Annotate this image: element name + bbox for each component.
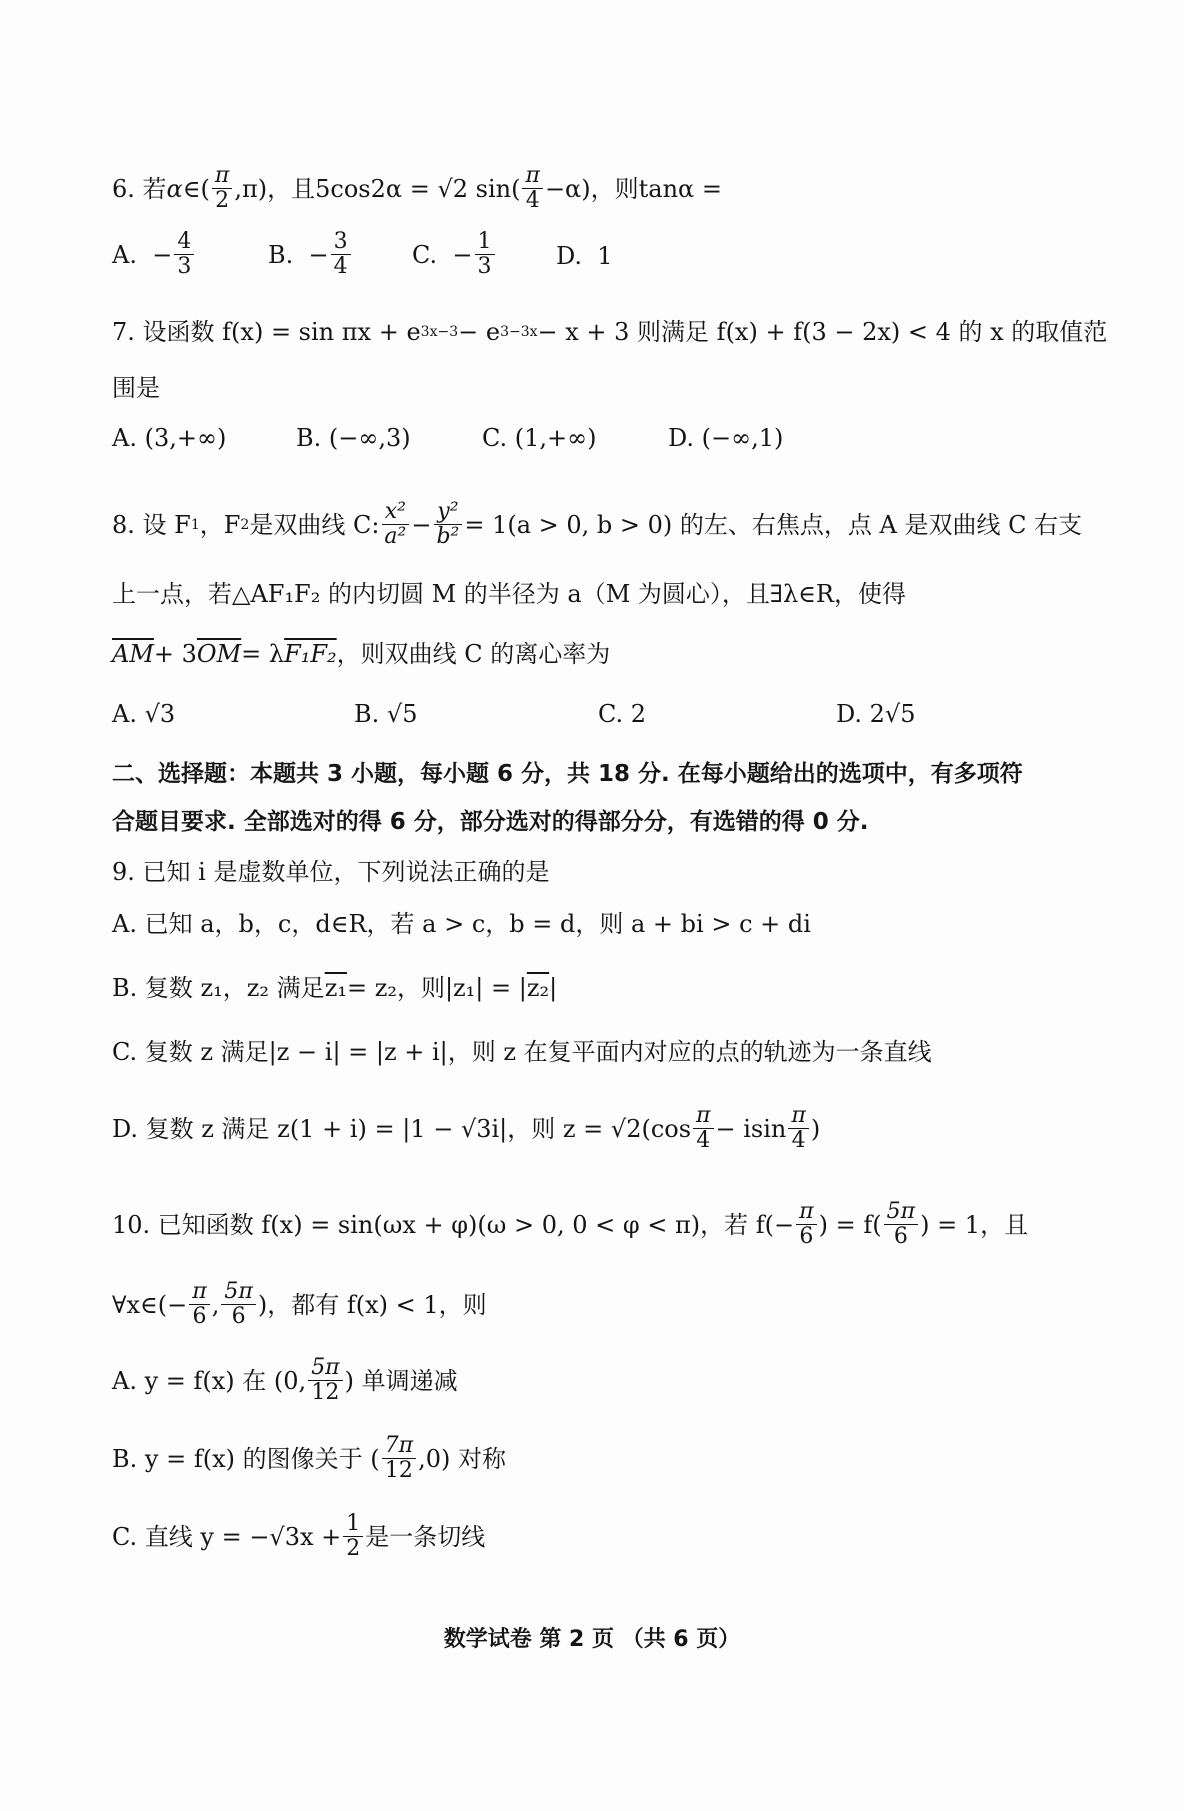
- question-10-line2: [112, 1280, 1072, 1329]
- text-fragment: 是一条切线: [365, 1522, 486, 1551]
- page-footer: 数学试卷 第 2 页 （共 6 页）: [443, 1627, 741, 1652]
- q7-text: 设函数 f(x) = sin πx + e: [142, 318, 421, 346]
- q9-option-c: [112, 1036, 1072, 1068]
- text-fragment: ,0) 对称: [418, 1444, 506, 1473]
- text-fragment: = λ: [241, 640, 285, 668]
- text-fragment: A. y = f(x) 在 (0,: [112, 1366, 307, 1395]
- text-fragment: π: [796, 1200, 816, 1225]
- text-fragment: A.: [112, 240, 137, 269]
- text-fragment: π: [522, 164, 542, 189]
- text-fragment: 设 F: [142, 510, 191, 539]
- text-fragment: A. 已知 a，b，c，d∈R，若 a > c，b = d，则 a + bi > c + di: [112, 910, 811, 938]
- fraction: [382, 1434, 416, 1483]
- question-10: [112, 1200, 1072, 1249]
- text-fragment: + 3: [153, 640, 197, 668]
- text-fragment: = 1(a > 0, b > 0) 的左、右焦点，点 A 是双曲线 C 右支: [464, 510, 1083, 539]
- fraction: [308, 1356, 342, 1405]
- question-9: [112, 856, 1072, 888]
- fraction: [381, 500, 409, 549]
- text-fragment: C.: [412, 240, 438, 269]
- text-fragment: 是双曲线 C:: [249, 510, 380, 539]
- q9-option-b: [112, 972, 1072, 1004]
- q10-option-c: [112, 1512, 1072, 1561]
- q7-text: 围是: [112, 374, 160, 402]
- fraction: [174, 230, 194, 279]
- text-fragment: B. √5: [354, 700, 418, 728]
- q6-interval-end: ,π): [234, 174, 268, 203]
- q6-text: ，则: [590, 174, 639, 203]
- text-fragment: = z₂，则|z₁| = |: [346, 974, 527, 1002]
- text-fragment: 4: [333, 254, 348, 279]
- question-8-line3: [112, 638, 1072, 670]
- text-fragment: y²: [434, 500, 461, 525]
- q9-option-d: [112, 1104, 1072, 1153]
- q8-option-a: [112, 700, 175, 728]
- q8-option-b: [354, 700, 417, 728]
- text-fragment: −: [308, 240, 329, 269]
- text-fragment: z₁: [324, 974, 347, 1002]
- fraction: [796, 1200, 816, 1249]
- text-fragment: 3: [331, 230, 351, 255]
- fraction: [343, 1512, 363, 1561]
- text-fragment: −: [411, 510, 432, 539]
- text-fragment: )，都有 f(x) < 1，则: [257, 1290, 487, 1319]
- text-fragment: 合题目要求. 全部选对的得 6 分，部分选对的得部分分，有选错的得 0 分.: [112, 809, 869, 835]
- text-fragment: −: [152, 240, 173, 269]
- text-fragment: π: [693, 1104, 713, 1129]
- text-fragment: π: [788, 1104, 808, 1129]
- text-fragment: 2: [346, 1536, 361, 1561]
- q7-option-b: [296, 424, 411, 452]
- text-fragment: 5π: [221, 1280, 255, 1305]
- q6-in: ∈(: [182, 174, 210, 203]
- fraction: [433, 500, 462, 549]
- q7-text: − x + 3 则满足 f(x) + f(3 − 2x) < 4 的 x 的取值范: [537, 318, 1108, 346]
- text-fragment: 上一点，若△AF₁F₂ 的内切圆 M 的半径为 a（M 为圆心），且∃λ∈R，使得: [112, 580, 907, 608]
- text-fragment: 3: [477, 254, 492, 279]
- text-fragment: ): [810, 1114, 821, 1143]
- text-fragment: 6: [192, 1304, 207, 1329]
- q6-equation: 5cos2α = √2 sin(: [315, 174, 521, 203]
- vector-f1f2: F₁F₂: [284, 640, 337, 668]
- q7-option-a: [112, 424, 226, 452]
- text-fragment: ) = 1，且: [920, 1210, 1029, 1239]
- text-fragment: z₂: [526, 974, 550, 1002]
- q6-option-d: [556, 242, 613, 270]
- question-8-line2: [112, 578, 1072, 610]
- question-number: 7.: [112, 318, 135, 346]
- text-fragment: C. 复数 z 满足|z − i| = |z + i|，则 z 在复平面内对应的点的轨迹为一条直线: [112, 1038, 932, 1066]
- section-2-heading-cont: [112, 806, 1072, 838]
- text-fragment: D. 2√5: [836, 700, 916, 728]
- q8-option-d: [836, 700, 915, 728]
- q7-text: − e: [458, 318, 501, 346]
- q10-option-a: [112, 1356, 1072, 1405]
- text-fragment: ，则双曲线 C 的离心率为: [336, 640, 611, 668]
- section-2-heading: [112, 758, 1072, 790]
- fraction: [475, 230, 495, 279]
- text-fragment: 2: [215, 188, 230, 213]
- text-fragment: |: [549, 974, 558, 1002]
- text-fragment: π: [212, 164, 232, 189]
- q8-option-c: [598, 700, 646, 728]
- fraction: [522, 164, 542, 213]
- question-number: 6.: [112, 174, 135, 203]
- text-fragment: 4: [525, 188, 540, 213]
- text-fragment: 6: [893, 1224, 908, 1249]
- q6-text: 若: [142, 174, 167, 203]
- text-fragment: 7π: [382, 1434, 416, 1459]
- q9-option-a: [112, 908, 1072, 940]
- question-6: [112, 164, 1072, 213]
- q6-alpha: α: [166, 174, 183, 203]
- text-fragment: C. 直线 y = −√3x +: [112, 1522, 342, 1551]
- text-fragment: 5π: [884, 1200, 918, 1225]
- q6-target: tanα =: [638, 174, 722, 203]
- text-fragment: 4: [696, 1128, 711, 1153]
- text-fragment: a²: [384, 524, 407, 549]
- text-fragment: ，F: [199, 510, 241, 539]
- text-fragment: 二、选择题：本题共 3 小题，每小题 6 分，共 18 分. 在每小题给出的选项中，有多项符: [112, 761, 1023, 787]
- q6-equation-end: −α): [544, 174, 591, 203]
- text-fragment: C. (1,+∞): [482, 424, 597, 452]
- text-fragment: 4: [791, 1128, 806, 1153]
- text-fragment: 6: [231, 1304, 246, 1329]
- text-fragment: B.: [268, 240, 294, 269]
- text-fragment: 6: [799, 1224, 814, 1249]
- text-fragment: ∀x∈(−: [112, 1290, 188, 1319]
- text-fragment: B. (−∞,3): [296, 424, 411, 452]
- q6-option-b: [268, 230, 353, 279]
- text-fragment: 1: [343, 1512, 363, 1537]
- text-fragment: 12: [384, 1458, 413, 1483]
- text-fragment: ) 单调递减: [344, 1366, 458, 1395]
- text-fragment: 9. 已知 i 是虚数单位，下列说法正确的是: [112, 858, 550, 886]
- text-fragment: x²: [382, 500, 409, 525]
- text-fragment: B. 复数 z₁，z₂ 满足: [112, 974, 325, 1002]
- text-fragment: b²: [436, 524, 460, 549]
- fraction: [189, 1280, 209, 1329]
- text-fragment: D. 复数 z 满足 z(1 + i) = |1 − √3i|，则 z = √2(cos: [112, 1114, 692, 1143]
- text-fragment: −: [452, 240, 473, 269]
- text-fragment: 10. 已知函数 f(x) = sin(ωx + φ)(ω > 0, 0 < φ < π)，若 f(−: [112, 1210, 795, 1239]
- vector-om: $\overline{OM}$: [196, 640, 242, 668]
- text-fragment: 3: [177, 254, 192, 279]
- fraction: [212, 164, 232, 213]
- fraction: [221, 1280, 255, 1329]
- text-fragment: 4: [174, 230, 194, 255]
- q7-option-c: [482, 424, 597, 452]
- q6-option-c: [412, 230, 497, 279]
- text-fragment: ) = f(: [818, 1210, 882, 1239]
- text-fragment: D. (−∞,1): [668, 424, 784, 452]
- q6-option-a: [112, 230, 196, 279]
- text-fragment: D.: [556, 242, 583, 270]
- text-fragment: 1: [475, 230, 495, 255]
- fraction: [331, 230, 351, 279]
- text-fragment: A. √3: [112, 700, 176, 728]
- fraction: [788, 1104, 808, 1153]
- text-fragment: ,: [211, 1290, 220, 1319]
- q6-text: ，且: [267, 174, 316, 203]
- question-7-cont: [112, 372, 1072, 404]
- text-fragment: B. y = f(x) 的图像关于 (: [112, 1444, 380, 1473]
- vector-am: $\overline{AM}$: [112, 640, 154, 668]
- q10-option-b: [112, 1434, 1072, 1483]
- question-7: 7. 设函数 f(x) = sin πx + e 3x−3 − e 3−3x − x + 3 则满足 f(x) + f(3 − 2x) < 4 的 x 的取值范: [112, 318, 1108, 346]
- question-number: 8.: [112, 510, 135, 539]
- q7-option-d: [668, 424, 783, 452]
- question-8: 8. 设 F 1 ，F 2 是双曲线 C: $\frac{\text{x²}}{\text{a²}}$ − $\frac{\text{y²}}{\text{b²}}$ = 1(a > 0, b > 0) 的左、右焦点，点 A 是双曲线 C 右支: [112, 499, 1083, 549]
- text-fragment: 12: [311, 1380, 340, 1405]
- text-fragment: π: [189, 1280, 209, 1305]
- text-fragment: − isin: [715, 1114, 787, 1143]
- fraction: [884, 1200, 918, 1249]
- text-fragment: 1: [597, 242, 613, 270]
- fraction: [693, 1104, 713, 1153]
- text-fragment: A. (3,+∞): [112, 424, 227, 452]
- text-fragment: C. 2: [598, 700, 647, 728]
- text-fragment: 5π: [308, 1356, 342, 1381]
